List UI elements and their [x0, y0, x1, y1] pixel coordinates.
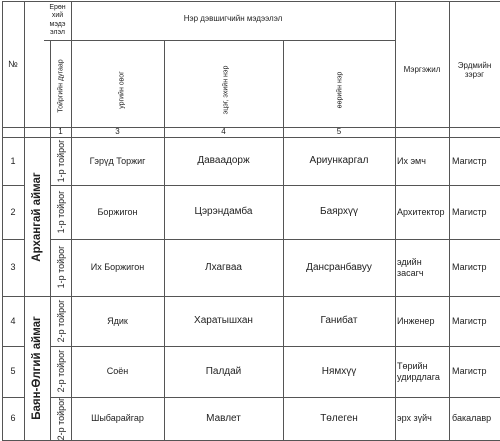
row-district: 1-р тойрог: [56, 139, 66, 183]
row-own-name: Баярхүү: [320, 206, 358, 218]
row-number: 3: [10, 262, 16, 273]
row-father-name: Харатышхан: [194, 315, 253, 327]
row-profession: эдийн засагч: [397, 257, 424, 278]
header-degree: Эрдмийн зэрэг: [457, 60, 492, 79]
row-district: 1-р тойрог: [56, 245, 66, 289]
row-clan: Ядик: [107, 315, 128, 326]
row-number: 2: [10, 206, 16, 217]
header-own-name: өөрийн нэр: [336, 71, 344, 109]
row-district: 2-р тойрог: [56, 349, 66, 393]
row-own-name: Ариункаргал: [309, 155, 369, 167]
row-profession: Төрийн удирдлага: [397, 361, 440, 382]
row-father-name: Лхагваа: [205, 261, 242, 273]
row-degree: бакалавр: [452, 413, 492, 424]
row-degree: Магистр: [452, 206, 487, 217]
header-father-name: эцэг, эхийн нэр: [222, 65, 230, 115]
row-profession: Архитектор: [397, 206, 445, 217]
header-no: №: [8, 58, 18, 69]
row-number: 5: [10, 366, 16, 377]
row-district: 2-р тойрог: [56, 397, 66, 441]
row-father-name: Цэрэндамба: [194, 206, 253, 218]
row-own-name: Нямхүү: [321, 365, 357, 377]
header-col-5: 5: [336, 127, 342, 137]
row-clan: Соён: [106, 366, 129, 377]
row-degree: Магистр: [452, 315, 487, 326]
row-profession: эрх зүйч: [397, 413, 432, 424]
row-own-name: Төлеген: [320, 412, 358, 424]
row-profession: Их эмч: [397, 155, 426, 166]
row-degree: Магистр: [452, 155, 487, 166]
header-base-info: Ерөн хий мэдэ элэл: [49, 3, 66, 36]
header-district-no: Тойргийн дугаар: [57, 59, 65, 113]
row-own-name: Дансранбавуу: [306, 261, 372, 273]
row-clan: Шыбарайгар: [91, 413, 144, 424]
aimag-label-bayan-ulgii: Баян-Өлгий аймаг: [31, 316, 43, 420]
row-profession: Инженер: [397, 315, 435, 326]
row-clan: Гэрүд Торжиг: [89, 155, 146, 166]
row-degree: Магистр: [452, 262, 487, 273]
header-clan: ургийн овог: [118, 71, 126, 109]
row-number: 4: [10, 315, 16, 326]
row-clan: Их Боржигон: [90, 262, 145, 273]
header-col-3: 3: [115, 127, 120, 137]
header-col-4: 4: [221, 127, 226, 137]
grid-line: [24, 1, 25, 441]
row-own-name: Ганибат: [320, 315, 358, 327]
row-degree: Магистр: [452, 366, 487, 377]
row-clan: Боржигон: [97, 206, 138, 217]
row-father-name: Палдай: [205, 365, 242, 377]
row-number: 1: [10, 155, 16, 166]
header-name-info: Нэр дэвшигчийн мэдээлэл: [183, 14, 283, 24]
header-col-1: 1: [58, 127, 63, 137]
grid-line: [50, 40, 51, 441]
row-district: 2-р тойрог: [56, 299, 66, 343]
header-profession: Мэргэжил: [403, 65, 441, 75]
row-district: 1-р тойрог: [56, 190, 66, 234]
aimag-label-arkhangai: Архангай аймаг: [31, 172, 43, 262]
row-father-name: Мавлет: [206, 412, 241, 424]
grid-line: [44, 40, 395, 41]
row-father-name: Даваадорж: [197, 155, 250, 167]
row-number: 6: [10, 413, 16, 424]
